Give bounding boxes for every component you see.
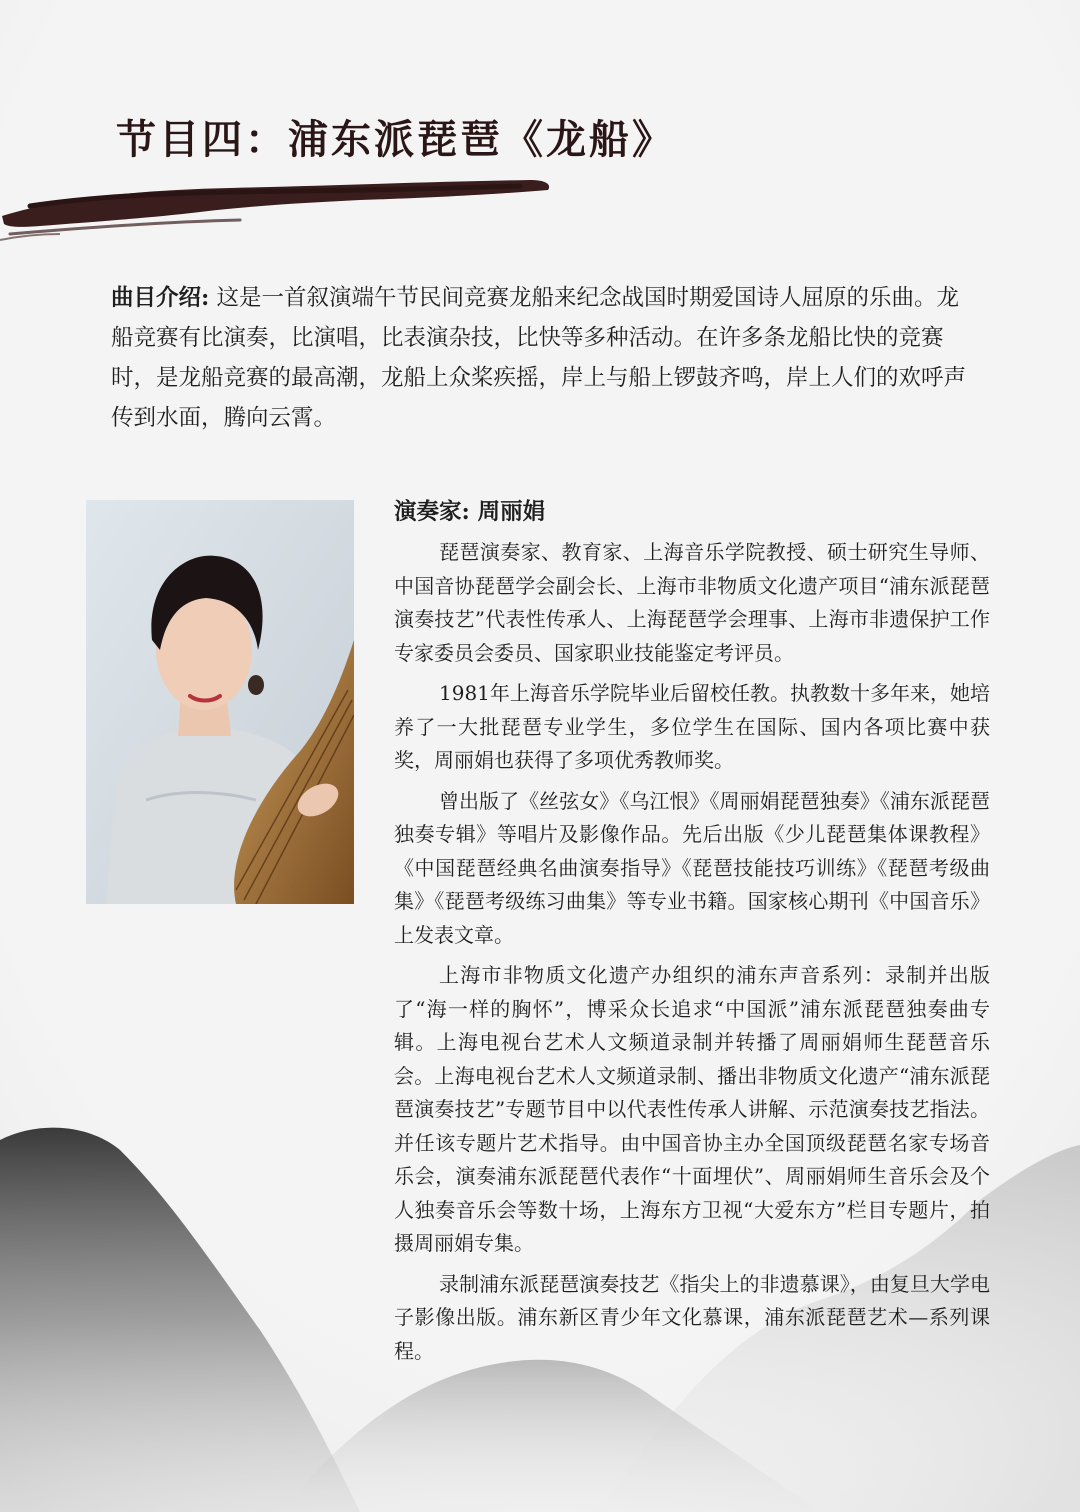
brush-stroke-divider: [0, 176, 560, 248]
intro-text: 这是一首叙演端午节民间竞赛龙船来纪念战国时期爱国诗人屈原的乐曲。龙船竞赛有比演奏，比演唱，比表演杂技，比快等多种活动。在许多条龙船比快的竞赛时，是龙船竞赛的最高潮，龙船上众桨疾摇，岸上与船上锣鼓齐鸣，岸上人们的欢呼声传到水面，腾向云霄。: [111, 285, 967, 431]
intro-paragraph: [111, 278, 981, 438]
program-title: 节目四：浦东派琵琶《龙船》: [116, 117, 675, 163]
bio-paragraph-2: 1981年上海音乐学院毕业后留校任教。执教数十多年来，她培养了一大批琵琶专业学生，多位学生在国际、国内各项比赛中获奖，周丽娟也获得了多项优秀教师奖。: [394, 681, 990, 772]
performer-heading: 演奏家: 周丽娟: [394, 499, 546, 525]
bio-paragraph-4: 上海市非物质文化遗产办组织的浦东声音系列：录制并出版了“海一样的胸怀”，博采众长追求“中国派”浦东派琵琶独奏曲专辑。上海电视台艺术人文频道录制并转播了周丽娟师生琵琶音乐会。上海电视台艺术人文频道录制、播出非物质文化遗产“浦东派琵琶演奏技艺”专题节目中以代表性传承人讲解、示范演奏技艺指法。并任该专题片艺术指导。由中国音协主办全国顶级琵琶名家专场音乐会，演奏浦东派琵琶代表作“十面埋伏”、周丽娟师生音乐会及个人独奏音乐会等数十场，上海东方卫视“大爱东方”栏目专题片，拍摄周丽娟专集。: [394, 963, 990, 1255]
bio-paragraph-1: 琵琶演奏家、教育家、上海音乐学院教授、硕士研究生导师、中国音协琵琶学会副会长、上海市非物质文化遗产项目“浦东派琵琶演奏技艺”代表性传承人、上海琵琶学会理事、上海市非遗保护工作专家委员会委员、国家职业技能鉴定考评员。: [394, 540, 990, 665]
bio-paragraph-5: 录制浦东派琵琶演奏技艺《指尖上的非遗慕课》，由复旦大学电子影像出版。浦东新区青少年文化慕课，浦东派琵琶艺术—系列课程。: [394, 1271, 990, 1363]
bio-paragraph-3: 曾出版了《丝弦女》《乌江恨》《周丽娟琵琶独奏》《浦东派琵琶独奏专辑》等唱片及影像作品。先后出版《少儿琵琶集体课教程》《中国琵琶经典名曲演奏指导》《琵琶技能技巧训练》《琵琶考级曲集》《琵琶考级练习曲集》等专业书籍。国家核心期刊《中国音乐》上发表文章。: [394, 788, 990, 947]
performer-portrait: [86, 500, 354, 904]
intro-label: 曲目介绍:: [111, 285, 210, 311]
performer-bio: [394, 494, 990, 1375]
